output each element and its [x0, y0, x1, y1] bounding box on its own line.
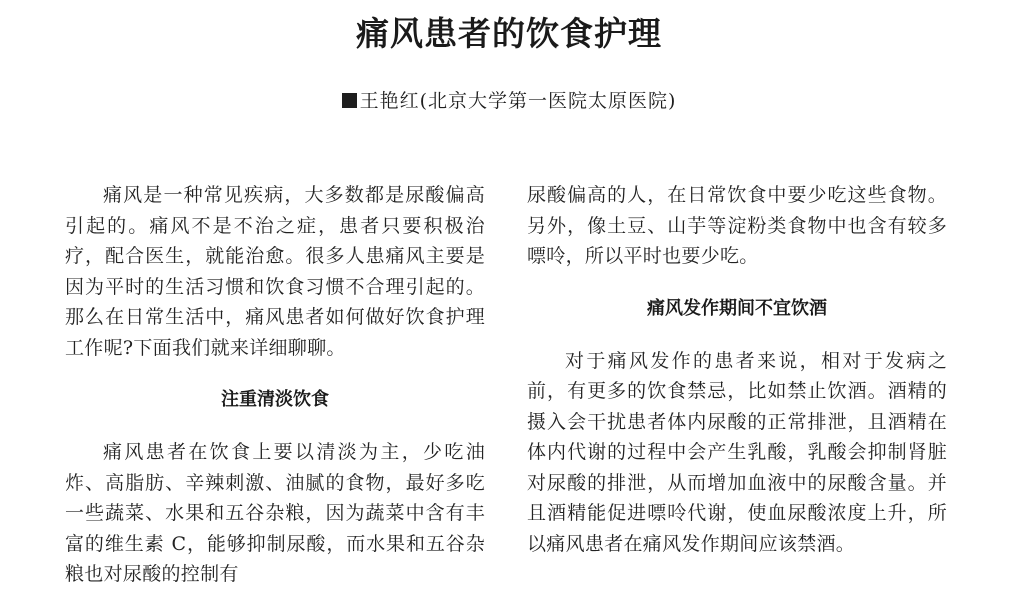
- left-column: [65, 180, 485, 590]
- no-alcohol-paragraph: 对于痛风发作的患者来说，相对于发病之前，有更多的饮食禁忌，比如禁止饮酒。酒精的摄入会干扰患者体内尿酸的正常排泄，且酒精在体内代谢的过程中会产生乳酸，乳酸会抑制肾脏对尿酸的排泄，从而增加血液中的尿酸含量。并且酒精能促进嘌呤代谢，使血尿酸浓度上升，所以痛风患者在痛风发作期间应该禁酒。: [527, 349, 947, 555]
- author-byline: [0, 86, 1018, 113]
- section-heading-no-alcohol: 痛风发作期间不宜饮酒: [647, 297, 827, 319]
- intro-paragraph: 痛风是一种常见疾病，大多数都是尿酸偏高引起的。痛风不是不治之症，患者只要积极治疗，配合医生，就能治愈。很多人患痛风主要是因为平时的生活习惯和饮食习惯不合理引起的。那么在日常生活中，痛风患者如何做好饮食护理工作呢?下面我们就来详细聊聊。: [65, 184, 485, 359]
- light-diet-paragraph: 痛风患者在饮食上要以清淡为主，少吃油炸、高脂肪、辛辣刺激、油腻的食物，最好多吃一些蔬菜、水果和五谷杂粮，因为蔬菜中含有丰富的维生素 C，能够抑制尿酸，而水果和五谷杂粮也对尿酸的控制有: [65, 441, 485, 585]
- section-heading-light-diet: 注重清淡饮食: [221, 389, 329, 410]
- square-bullet-icon: [342, 93, 357, 108]
- right-column: [527, 180, 947, 559]
- article-title: 痛风患者的饮食护理: [356, 14, 662, 53]
- continued-paragraph: 尿酸偏高的人，在日常饮食中要少吃这些食物。另外，像土豆、山芋等淀粉类食物中也含有较多嘌呤，所以平时也要少吃。: [527, 184, 947, 267]
- author-name: 王艳红(北京大学第一医院太原医院): [359, 90, 677, 112]
